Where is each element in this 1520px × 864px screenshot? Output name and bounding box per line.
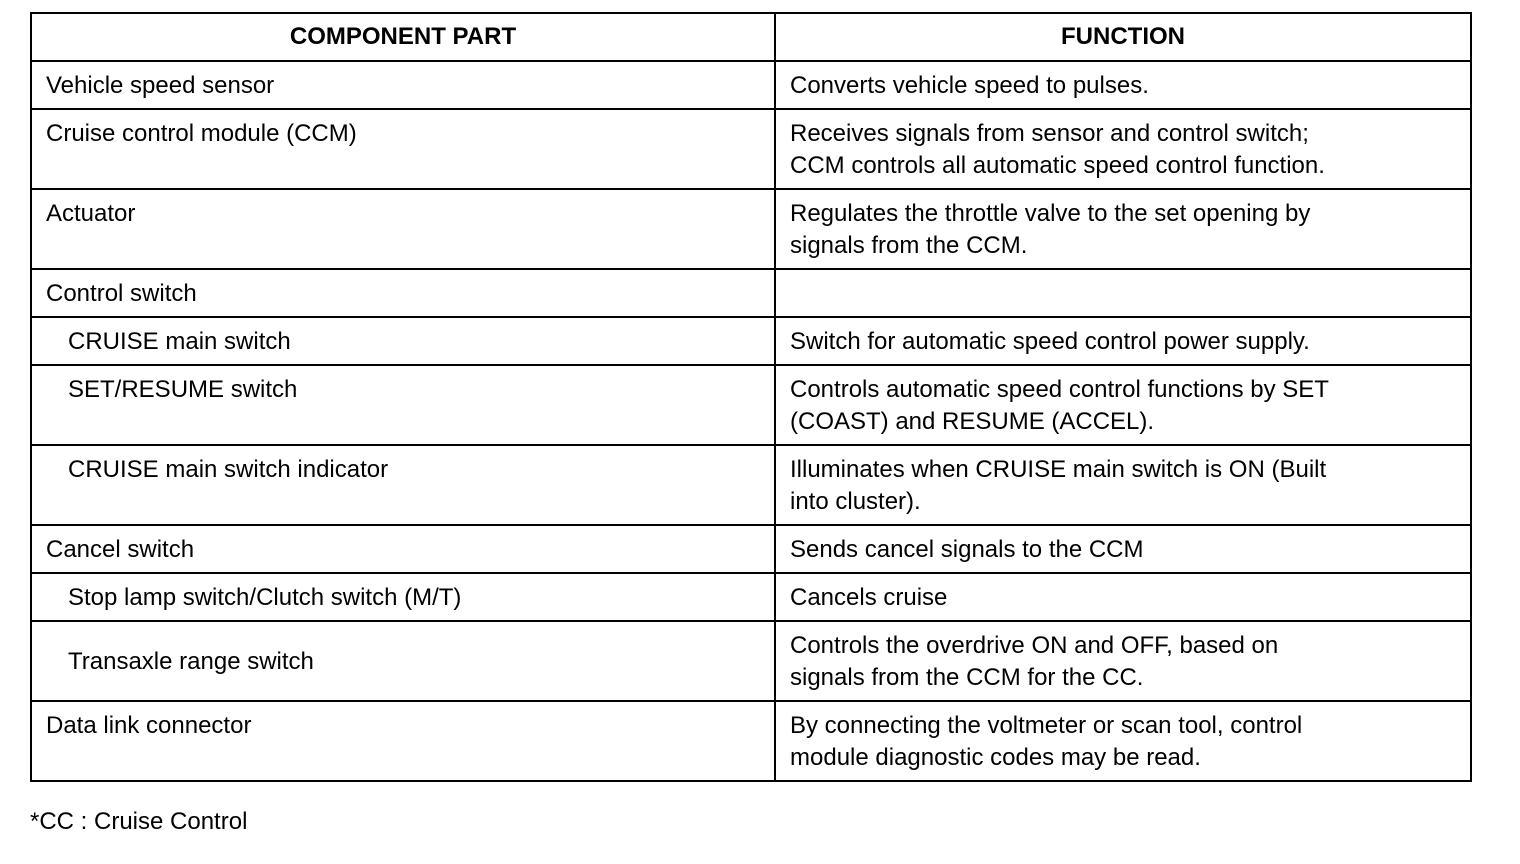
component-function-table [30,12,1472,782]
table-header-row [31,13,1471,61]
function-cell: Receives signals from sensor and control switch; CCM controls all automatic speed control function. [775,109,1471,189]
function-cell [775,269,1471,317]
table-row [31,525,1471,573]
function-cell: Illuminates when CRUISE main switch is ON (Built into cluster). [775,445,1471,525]
function-cell: Cancels cruise [775,573,1471,621]
table-row [31,61,1471,109]
table-row [31,189,1471,269]
component-part-cell: Control switch [31,269,775,317]
table-row [31,621,1471,701]
header-function: FUNCTION [775,13,1471,61]
function-cell: Controls automatic speed control functions by SET (COAST) and RESUME (ACCEL). [775,365,1471,445]
component-part-cell: Vehicle speed sensor [31,61,775,109]
table-row [31,269,1471,317]
function-cell: Converts vehicle speed to pulses. [775,61,1471,109]
header-component-part: COMPONENT PART [31,13,775,61]
component-part-cell: Transaxle range switch [31,621,775,701]
table-row [31,317,1471,365]
table-row [31,445,1471,525]
table-row [31,109,1471,189]
component-part-cell: CRUISE main switch indicator [31,445,775,525]
table-row [31,365,1471,445]
component-part-cell: Data link connector [31,701,775,781]
function-cell: Switch for automatic speed control power supply. [775,317,1471,365]
function-cell: Sends cancel signals to the CCM [775,525,1471,573]
function-cell: Regulates the throttle valve to the set opening by signals from the CCM. [775,189,1471,269]
component-part-cell: SET/RESUME switch [31,365,775,445]
table-row [31,573,1471,621]
component-part-cell: Cancel switch [31,525,775,573]
footnote: *CC : Cruise Control [30,808,248,835]
component-part-cell: Actuator [31,189,775,269]
function-cell: By connecting the voltmeter or scan tool, control module diagnostic codes may be read. [775,701,1471,781]
function-cell: Controls the overdrive ON and OFF, based on signals from the CCM for the CC. [775,621,1471,701]
table-row [31,701,1471,781]
component-part-cell: CRUISE main switch [31,317,775,365]
component-part-cell: Stop lamp switch/Clutch switch (M/T) [31,573,775,621]
component-part-cell: Cruise control module (CCM) [31,109,775,189]
